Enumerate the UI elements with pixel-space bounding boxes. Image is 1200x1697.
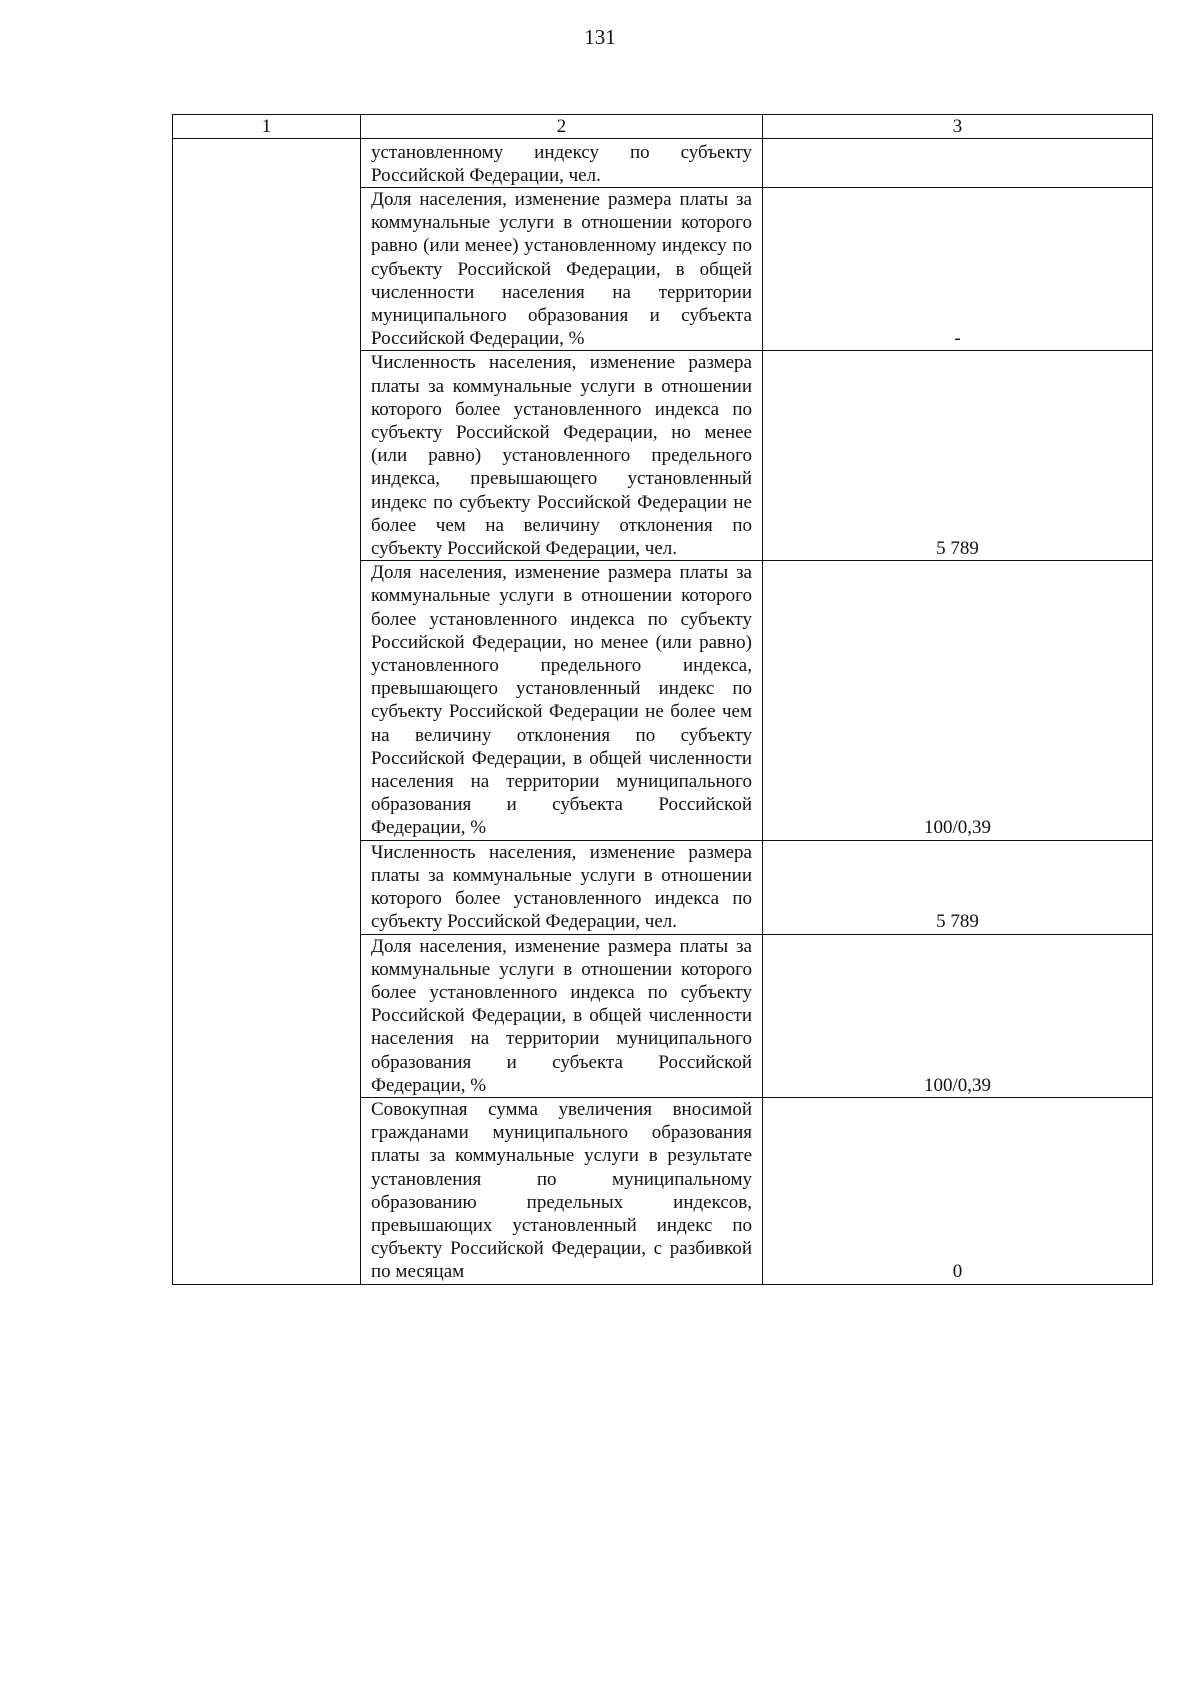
column-header-3: 3	[763, 115, 1153, 139]
row-description: установленному индексу по субъекту Российской Федерации, чел.	[361, 139, 763, 188]
merged-first-column-cell	[173, 139, 361, 1285]
row-description: Доля населения, изменение размера платы за коммунальные услуги в отношении которого более установленного индекса по субъекту Российской Федерации, но менее (или равно) установленного предельного индекса, превышающего установленный индекс по субъекту Российской Федерации не более чем на величину отклонения по субъекту Российской Федерации, в общей численности населения на территории муниципального образования и субъекта Российской Федерации, %	[361, 561, 763, 840]
row-description: Доля населения, изменение размера платы за коммунальные услуги в отношении которого более установленного индекса по субъекту Российской Федерации, в общей численности населения на территории муниципального образования и субъекта Российской Федерации, %	[361, 934, 763, 1097]
page-number: 131	[584, 25, 616, 49]
row-description: Численность населения, изменение размера платы за коммунальные услуги в отношении которого более установленного индекса по субъекту Российской Федерации, чел.	[361, 840, 763, 934]
row-value: 5 789	[763, 351, 1153, 561]
table-header-row	[173, 115, 1153, 139]
row-value: 100/0,39	[763, 934, 1153, 1097]
column-header-1: 1	[173, 115, 361, 139]
row-description: Численность населения, изменение размера платы за коммунальные услуги в отношении которого более установленного индекса по субъекту Российской Федерации, но менее (или равно) установленного предельного индекса, превышающего установленный индекс по субъекту Российской Федерации не более чем на величину отклонения по субъекту Российской Федерации, чел.	[361, 351, 763, 561]
row-value: 0	[763, 1097, 1153, 1284]
column-header-2: 2	[361, 115, 763, 139]
row-value: 100/0,39	[763, 561, 1153, 840]
row-value: -	[763, 188, 1153, 351]
table-row	[173, 139, 1153, 188]
row-value: 5 789	[763, 840, 1153, 934]
row-description: Доля населения, изменение размера платы за коммунальные услуги в отношении которого равно (или менее) установленному индексу по субъекту Российской Федерации, в общей численности населения на территории муниципального образования и субъекта Российской Федерации, %	[361, 188, 763, 351]
row-description: Совокупная сумма увеличения вносимой гражданами муниципального образования платы за коммунальные услуги в результате установления по муниципальному образованию предельных индексов, превышающих установленный индекс по субъекту Российской Федерации, с разбивкой по месяцам	[361, 1097, 763, 1284]
row-value	[763, 139, 1153, 188]
indicator-table	[172, 114, 1153, 1285]
